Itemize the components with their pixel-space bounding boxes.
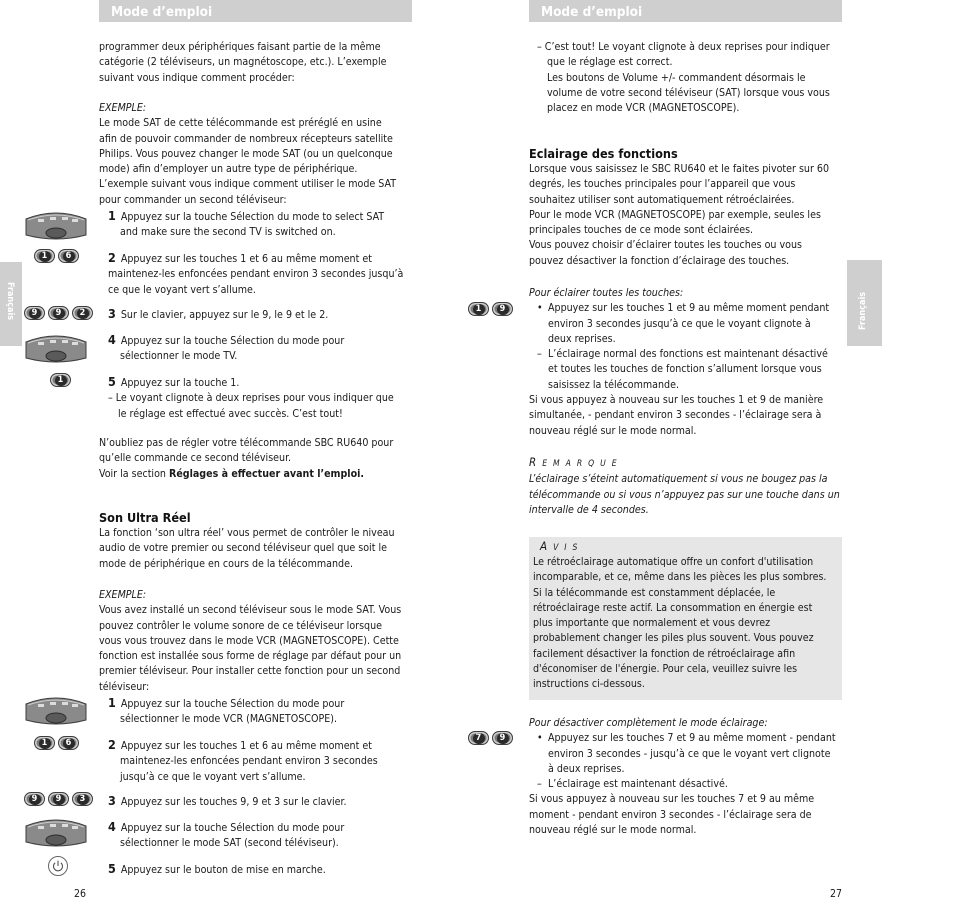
steps-a-1: 1 Appuyez sur la touche Sélection du mode to select SAT and make sure the second TV is switched on. [108,208,385,239]
keys-7-9 [468,731,513,745]
avis-section [540,539,840,556]
light-all-section: Pour éclairer toutes les touches: • Appuyez sur les touches 1 et 9 au même moment pendant environ 3 secondes jusqu’à ce que le voyant clignote à deux reprises. – L’éclairage normal des fonctions est maintenant désactivé et toutes les touches de fonction s’allument lorsque vous saisissez la télécommande. Si vous appuyez à nouveau sur les touches 1 et 9 de manière simultanée, - pendant environ 3 secondes - l’éclairage sera à nouveau réglé sur le mode normal. [529,287,830,437]
keys-9-9-3 [24,792,93,806]
key-button-icon: 9 [48,306,69,320]
key-button-icon: 9 [24,306,45,320]
left-page-number: 26 [74,888,87,900]
avis-label: AVIS [540,539,584,553]
keys-9-9-2 [24,306,93,320]
key-button-icon: 1 [50,373,71,387]
son-title: Son Ultra Réel [99,510,191,525]
steps-a-2: 2 Appuyez sur les touches 1 et 6 au même moment et maintenez-les enfoncées pendant environ 3 secondes jusqu’à ce que le voyant vert s’allume. [108,250,404,296]
left-intro: programmer deux périphériques faisant partie de la même catégorie (2 téléviseurs, un magnétoscope, etc.). L’exemple suivant vous indique comment procéder: [99,41,387,84]
key-button-icon: 6 [58,249,79,263]
key-button-icon: 2 [72,306,93,320]
example-label: EXEMPLE: [99,102,147,114]
left-example: EXEMPLE: Le mode SAT de cette télécommande est préréglé en usine afin de pouvoir commander de nombreux récepteurs satellite Philips. Vous pouvez changer le mode SAT (ou un quelconque mode) afin d’employer un autre type de périphérique. L’exemple suivant vous indique comment utiliser le mode SAT pour commander un second téléviseur: [99,101,419,208]
key-button-icon: 1 [34,249,55,263]
left-language-tab-label: Français [5,282,15,321]
key-1 [50,373,71,387]
remarque-label: REMARQUE [529,455,623,469]
left-example-2: EXEMPLE: Vous avez installé un second téléviseur sous le mode SAT. Vous pouvez contrôler le volume sonore de ce téléviseur lorsque vous vous trouvez dans le mode VCR (MAGNETOSCOPE). Cette fonction est installée sous forme de réglage par défaut pour un premier téléviseur. Pour installer cette fonction pour un second téléviseur: [99,589,402,693]
deactivate-section: Pour désactiver complètement le mode éclairage: • Appuyez sur les touches 7 et 9 au même moment - pendant environ 3 secondes - jusqu’à ce que le voyant vert clignote à deux reprises. – L’éclairage est maintenant désactivé. Si vous appuyez à nouveau sur les touches 7 et 9 au même moment - pendant environ 3 secondes - l’éclairage sera de nouveau réglé sur le mode normal. [529,717,836,837]
keys-1-6-b [34,736,79,750]
key-button-icon: 9 [24,792,45,806]
eclairage-title: Eclairage des fonctions [529,146,678,161]
avis-text: Le rétroéclairage automatique offre un confort d'utilisation incomparable, et ce, même dans les pièces les plus sombres. Si la télécommande est constamment déplacée, le rétroéclairage reste actif. La consommation en énergie est plus importante que normalement et vous devrez probablement changer les piles plus souvent. Vous pouvez facilement désactiver la fonction de rétroéclairage afin d'économiser de l'énergie. Pour cela, veuillez suivre les instructions ci-dessous. [533,556,827,691]
keys-1-9 [468,302,513,316]
right-page-header: Mode d’emploi [529,0,842,22]
mode-selector-remote-icon [24,205,88,245]
right-page-number: 27 [830,888,843,900]
key-button-icon: 7 [468,731,489,745]
steps-b-1: 1 Appuyez sur la touche Sélection du mode pour sélectionner le mode VCR (MAGNETOSCOPE). [108,695,345,726]
left-reminder: N’oubliez pas de régler votre télécommande SBC RU640 pour qu’elle commande ce second téléviseur. Voir la section Réglages à effectuer avant l’emploi. [99,437,394,480]
key-button-icon: 3 [72,792,93,806]
keys-1-6-a [34,249,79,263]
key-button-icon: 9 [492,731,513,745]
right-language-tab-label: Français [858,291,868,330]
steps-a-5: 5 Appuyez sur la touche 1. – Le voyant clignote à deux reprises pour vous indiquer que le réglage est effectué avec succès. C’est tout! [108,374,394,420]
eclairage-section: Eclairage des fonctions Lorsque vous saisissez le SBC RU640 et le faites pivoter sur 60 degrés, les touches principales pour l’appareil que vous souhaitez utiliser sont automatiquement rétroéclairées. Pour le mode VCR (MAGNETOSCOPE) par exemple, seules les principales touches de ce mode sont éclairées. Vous pouvez choisir d’éclairer toutes les touches ou vous pouvez désactiver la fonction d’éclairage des touches. [529,146,849,269]
steps-a-3: 3 Sur le clavier, appuyez sur le 9, le 9 et le 2. [108,306,329,321]
mode-selector-remote-icon [24,690,88,730]
power-button-icon [48,856,68,876]
key-button-icon: 6 [58,736,79,750]
steps-b-4: 4 Appuyez sur la touche Sélection du mode pour sélectionner le mode SAT (second téléviseur). [108,819,345,850]
key-button-icon: 1 [34,736,55,750]
left-page-header: Mode d’emploi [99,0,412,22]
key-button-icon: 9 [48,792,69,806]
see-section-link-text: Réglages à effectuer avant l’emploi. [168,467,364,480]
mode-selector-remote-icon [24,328,88,368]
mode-selector-remote-icon [24,812,88,852]
son-section: Son Ultra Réel La fonction ‘son ultra réel’ vous permet de contrôler le niveau audio de votre premier ou second téléviseur quel que soit le mode de périphérique en cours de la télécommande. [99,510,419,572]
right-intro: – C’est tout! Le voyant clignote à deux reprises pour indiquer que le réglage est correct. Les boutons de Volume +/- commandent désormais le volume de votre second téléviseur (SAT) lorsque vous vous placez en mode VCR (MAGNETOSCOPE). [537,41,830,115]
remarque-section: REMARQUE L’éclairage s’éteint automatiquement si vous ne bougez pas la télécommande ou si vous n’appuyez pas sur une touche dans un intervalle de 4 secondes. [529,455,849,518]
steps-a-4: 4 Appuyez sur la touche Sélection du mode pour sélectionner le mode TV. [108,332,345,363]
steps-b-3: 3 Appuyez sur les touches 9, 9 et 3 sur le clavier. [108,793,347,808]
steps-b-2: 2 Appuyez sur les touches 1 et 6 au même moment et maintenez-les enfoncées pendant environ 3 secondes jusqu’à ce que le voyant vert s’allume. [108,737,378,783]
key-button-icon: 9 [492,302,513,316]
steps-b-5: 5 Appuyez sur le bouton de mise en marche. [108,861,326,876]
right-language-tab [847,260,882,346]
key-button-icon: 1 [468,302,489,316]
left-language-tab [0,262,22,346]
